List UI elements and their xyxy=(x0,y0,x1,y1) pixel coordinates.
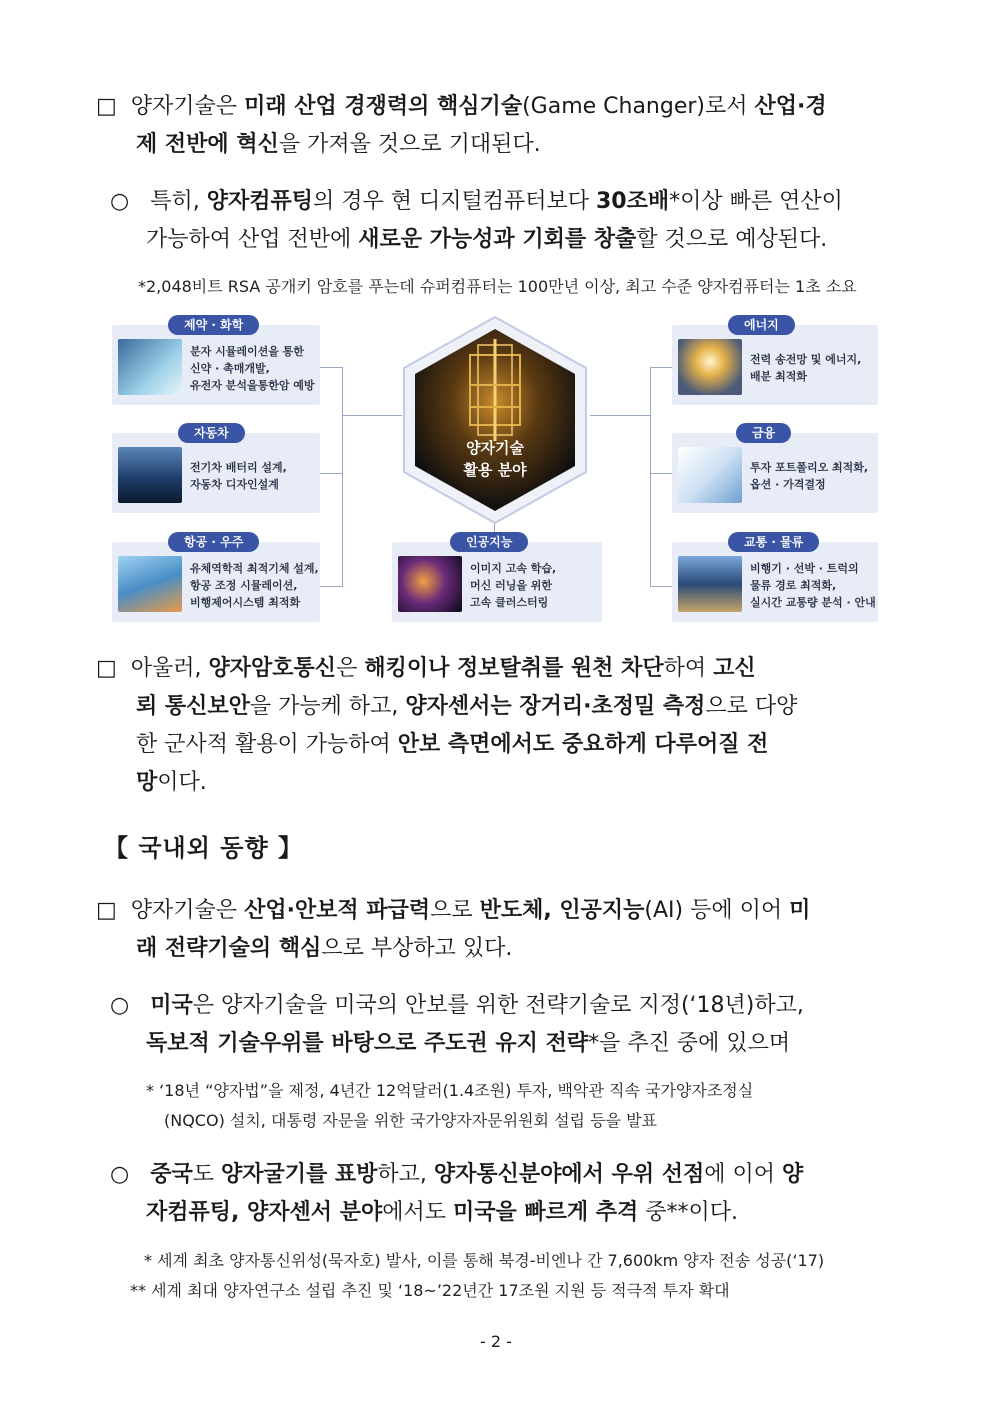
lightbulb-image xyxy=(678,339,742,395)
text: *을 추진 중에 있으며 xyxy=(588,1031,791,1056)
card-energy xyxy=(672,318,878,405)
paragraph-3 xyxy=(96,650,896,802)
line xyxy=(96,650,896,688)
card-line: 전기차 배터리 설계, xyxy=(190,461,287,474)
text: 의 경우 현 디지털컴퓨터보다 xyxy=(312,189,596,214)
card-text xyxy=(750,351,861,385)
text: 특히, xyxy=(150,189,207,214)
circle-bullet: ○ xyxy=(110,1162,130,1187)
circle-bullet: ○ xyxy=(110,189,130,214)
square-bullet: □ xyxy=(96,898,117,923)
bold-text: 양자굴기를 표방 xyxy=(220,1162,378,1187)
bold-text: 산업·경 xyxy=(754,94,827,119)
hexagon-graphic xyxy=(400,315,590,525)
line xyxy=(110,1025,900,1063)
bold-text: 양자통신분야에서 우위 선점 xyxy=(433,1162,705,1187)
footnote-3 xyxy=(130,1246,900,1306)
text: 한 군사적 활용이 가능하여 xyxy=(136,732,398,757)
center-label-1: 양자기술 xyxy=(466,439,524,457)
card-line: 고속 클러스터링 xyxy=(470,596,549,609)
text: 으로 부상하고 있다. xyxy=(321,936,513,961)
card-line: 옵션 · 가격결정 xyxy=(750,478,826,491)
text: 양자기술은 xyxy=(130,898,245,923)
line xyxy=(110,1194,900,1232)
logistics-image xyxy=(678,556,742,612)
card-text xyxy=(190,343,315,394)
card-line: 투자 포트폴리오 최적화, xyxy=(750,461,869,474)
card-tag: 자동차 xyxy=(178,423,245,443)
text: 하여 xyxy=(663,656,714,681)
text: 가능하여 산업 전반에 xyxy=(146,227,359,252)
line xyxy=(110,987,900,1025)
card-ai xyxy=(392,535,602,622)
card-text xyxy=(750,560,876,611)
bold-text: 미국 xyxy=(150,993,193,1018)
square-bullet: □ xyxy=(96,94,117,119)
bold-text: 자컴퓨팅, 양자센서 분야 xyxy=(146,1200,383,1225)
section-heading: 【 국내외 동향 】 xyxy=(104,834,303,862)
text: 으로 xyxy=(430,898,480,923)
text: 양자기술은 xyxy=(130,94,245,119)
quantum-applications-infographic xyxy=(110,315,880,630)
circle-bullet: ○ xyxy=(110,993,130,1018)
card-pharma xyxy=(112,318,320,405)
text: 하고, xyxy=(377,1162,434,1187)
line xyxy=(96,726,896,764)
card-tag: 항공 · 우주 xyxy=(168,532,259,552)
card-line: 실시간 교통량 분석 · 안내 xyxy=(750,596,876,609)
connector-line xyxy=(650,473,672,474)
line xyxy=(96,126,896,164)
center-label-2: 활용 분야 xyxy=(463,461,527,479)
bold-text: 양 xyxy=(781,1162,804,1187)
text: 이다. xyxy=(157,770,207,795)
bold-text: 양자센서는 장거리·초정밀 측정 xyxy=(405,694,706,719)
text: (Game Changer)로서 xyxy=(522,94,755,119)
text: (AI) 등에 이어 xyxy=(644,898,790,923)
bold-text: 미국을 빠르게 추격 xyxy=(452,1200,639,1225)
bold-text: 중국 xyxy=(150,1162,193,1187)
card-text xyxy=(750,459,868,493)
text: 을 가져올 것으로 기대된다. xyxy=(278,132,541,157)
text: 할 것으로 예상된다. xyxy=(636,227,828,252)
note-line: (NQCO) 설치, 대통령 자문을 위한 국가양자자문위원회 설립 등을 발표 xyxy=(164,1111,657,1130)
text: 에서도 xyxy=(382,1200,453,1225)
line xyxy=(96,930,896,968)
text: 으로 다양 xyxy=(705,694,798,719)
footnote-2 xyxy=(146,1076,896,1136)
bold-text: 뢰 통신보안 xyxy=(136,694,250,719)
connector-line xyxy=(342,415,402,416)
ai-image xyxy=(398,556,462,612)
line xyxy=(96,764,896,802)
text: 아울러, xyxy=(130,656,209,681)
card-line: 항공 조정 시뮬레이션, xyxy=(190,579,298,592)
card-line: 물류 경로 최적화, xyxy=(750,579,837,592)
line xyxy=(110,221,900,259)
card-line: 자동차 디자인설계 xyxy=(190,478,279,491)
card-text xyxy=(470,560,556,611)
connector-line xyxy=(320,473,342,474)
bold-text: 반도체, 인공지능 xyxy=(479,898,645,923)
pharma-image xyxy=(118,339,182,395)
card-finance xyxy=(672,426,878,513)
card-text xyxy=(190,459,287,493)
card-line: 머신 러닝을 위한 xyxy=(470,579,553,592)
connector-line xyxy=(320,367,343,587)
text: *이상 빠른 연산이 xyxy=(669,189,843,214)
airplane-image xyxy=(118,556,182,612)
card-line: 비행제어시스템 최적화 xyxy=(190,596,301,609)
bold-text: 독보적 기술우위를 바탕으로 주도권 유지 전략 xyxy=(146,1031,589,1056)
bold-text: 양자암호통신 xyxy=(208,656,337,681)
paragraph-4 xyxy=(96,892,896,968)
bold-text: 미 xyxy=(789,898,811,923)
car-image xyxy=(118,447,182,503)
center-hexagon xyxy=(400,315,590,525)
card-tag: 에너지 xyxy=(728,315,795,335)
paragraph-1 xyxy=(96,88,896,164)
paragraph-5 xyxy=(110,987,900,1063)
square-bullet: □ xyxy=(96,656,117,681)
page-number: - 2 - xyxy=(480,1332,512,1351)
bold-text: 안보 측면에서도 중요하게 다루어질 전 xyxy=(397,732,769,757)
card-auto xyxy=(112,426,320,513)
bold-text: 새로운 가능성과 기회를 창출 xyxy=(358,227,637,252)
text: 은 양자기술을 미국의 안보를 위한 전략기술로 지정(‘18년)하고, xyxy=(192,993,804,1018)
connector-line xyxy=(650,367,673,587)
card-line: 유전자 분석을통한암 예방 xyxy=(190,379,315,392)
bold-text: 래 전략기술의 핵심 xyxy=(136,936,322,961)
card-line: 이미지 고속 학습, xyxy=(470,562,557,575)
text: 에 이어 xyxy=(704,1162,782,1187)
text: 은 xyxy=(336,656,365,681)
line xyxy=(110,183,900,221)
text: 중**이다. xyxy=(638,1200,739,1225)
card-aerospace xyxy=(112,535,320,622)
card-tag: 교통 · 물류 xyxy=(728,532,819,552)
footnote-1: *2,048비트 RSA 공개키 암호를 푸는데 슈퍼컴퓨터는 100만년 이상, 최고 수준 양자컴퓨터는 1초 소요 xyxy=(138,277,857,296)
line xyxy=(96,688,896,726)
card-line: 배분 최적화 xyxy=(750,370,807,383)
note-line: * 세계 최초 양자통신위성(묵자호) 발사, 이를 통해 북경-비엔나 간 7,600km 양자 전송 성공(‘17) xyxy=(144,1251,825,1270)
bold-text: 제 전반에 혁신 xyxy=(136,132,279,157)
note-line: * ‘18년 “양자법”을 제정, 4년간 12억달러(1.4조원) 투자, 백악관 직속 국가양자조정실 xyxy=(146,1081,754,1100)
bold-text: 해킹이나 정보탈취를 원천 차단 xyxy=(364,656,664,681)
connector-line xyxy=(590,415,650,416)
text: 을 가능케 하고, xyxy=(249,694,406,719)
card-text xyxy=(190,560,319,611)
note-line: ** 세계 최대 양자연구소 설립 추진 및 ‘18~’22년간 17조원 지원 등 적극적 투자 확대 xyxy=(130,1281,730,1300)
card-line: 비행기 · 선박 · 트럭의 xyxy=(750,562,859,575)
bold-text: 양자컴퓨팅 xyxy=(206,189,313,214)
card-line: 분자 시뮬레이션을 통한 xyxy=(190,345,304,358)
line xyxy=(110,1156,900,1194)
card-line: 유체역학적 최적기체 설계, xyxy=(190,562,319,575)
card-tag: 인공지능 xyxy=(450,532,528,552)
line xyxy=(96,88,896,126)
text: 도 xyxy=(192,1162,221,1187)
bold-text: 30조배 xyxy=(595,189,670,214)
bold-text: 미래 산업 경쟁력의 핵심기술 xyxy=(244,94,523,119)
card-tag: 제약 · 화학 xyxy=(168,315,259,335)
card-logistics xyxy=(672,535,878,622)
paragraph-6 xyxy=(110,1156,900,1232)
card-tag: 금융 xyxy=(736,423,791,443)
line xyxy=(96,892,896,930)
paragraph-2 xyxy=(110,183,900,259)
bold-text: 망 xyxy=(136,770,158,795)
bold-text: 산업·안보적 파급력 xyxy=(244,898,431,923)
card-line: 신약 · 촉매개발, xyxy=(190,362,270,375)
bold-text: 고신 xyxy=(713,656,756,681)
finance-chart-image xyxy=(678,447,742,503)
card-line: 전력 송전망 및 에너지, xyxy=(750,353,862,366)
